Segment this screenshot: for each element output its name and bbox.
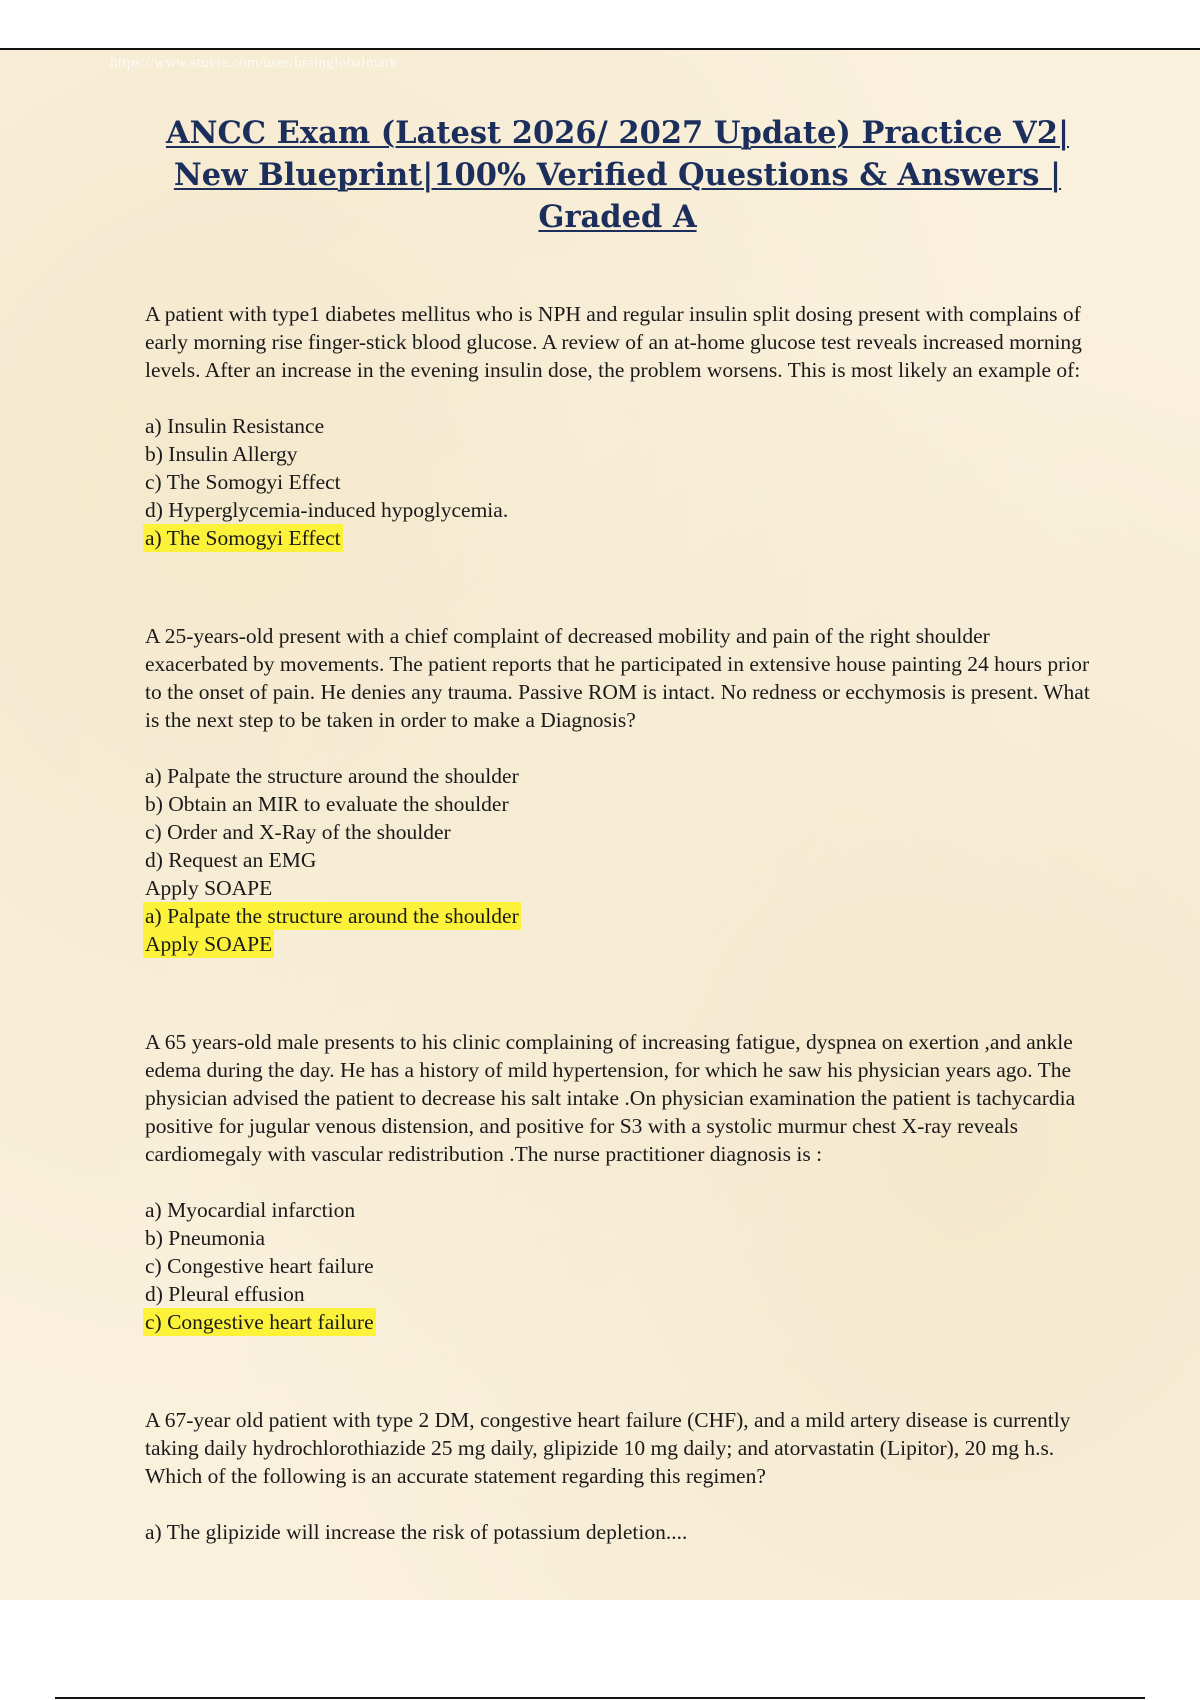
question-3-option-a: a) Myocardial infarction bbox=[145, 1198, 356, 1222]
question-3 bbox=[145, 1028, 1090, 1336]
document-title bbox=[150, 112, 1085, 238]
bottom-divider bbox=[55, 1697, 1145, 1699]
question-3-option-c: c) Congestive heart failure bbox=[145, 1254, 374, 1278]
question-1-answer: a) The Somogyi Effect bbox=[145, 526, 341, 550]
question-1-text: A patient with type1 diabetes mellitus who is NPH and regular insulin split dosing present with complains of early morning rise finger-stick blood glucose. A review of an at-home glucose test reveals increased morning levels. After an increase in the evening insulin dose, the problem worsens. This is most likely an example of: bbox=[145, 302, 1082, 382]
question-2-option-b: b) Obtain an MIR to evaluate the shoulder bbox=[145, 792, 509, 816]
question-3-option-d: d) Pleural effusion bbox=[145, 1282, 305, 1306]
question-1-option-c: c) The Somogyi Effect bbox=[145, 470, 341, 494]
question-2-option-a: a) Palpate the structure around the shoulder bbox=[145, 764, 519, 788]
question-list bbox=[145, 300, 1090, 1546]
question-2-option-c: c) Order and X-Ray of the shoulder bbox=[145, 820, 451, 844]
question-2-answer-note: Apply SOAPE bbox=[145, 932, 273, 956]
question-2-note: Apply SOAPE bbox=[145, 876, 273, 900]
question-4 bbox=[145, 1406, 1090, 1546]
question-3-answer: c) Congestive heart failure bbox=[145, 1310, 374, 1334]
question-4-option-a: a) The glipizide will increase the risk of potassium depletion.... bbox=[145, 1520, 688, 1544]
title-line-3: Graded A bbox=[538, 199, 697, 235]
question-4-text: A 67-year old patient with type 2 DM, congestive heart failure (CHF), and a mild artery disease is currently taking daily hydrochlorothiazide 25 mg daily, glipizide 10 mg daily; and atorvastatin (Lipitor), 20 mg h.s. Which of the following is an accurate statement regarding this regimen? bbox=[145, 1408, 1071, 1488]
question-1-option-d: d) Hyperglycemia-induced hypoglycemia. bbox=[145, 498, 509, 522]
question-2-answer: a) Palpate the structure around the shoulder bbox=[145, 904, 519, 928]
question-3-text: A 65 years-old male presents to his clinic complaining of increasing fatigue, dyspnea on exertion ,and ankle edema during the day. He has a history of mild hypertension, for which he saw his physician years ago. The physician advised the patient to decrease his salt intake .On physician examination the patient is tachycardia positive for jugular venous distension, and positive for S3 with a systolic murmur chest X-ray reveals cardiomegaly with vascular redistribution .The nurse practitioner diagnosis is : bbox=[145, 1030, 1076, 1166]
question-2 bbox=[145, 622, 1090, 958]
question-2-option-d: d) Request an EMG bbox=[145, 848, 317, 872]
question-1-option-b: b) Insulin Allergy bbox=[145, 442, 298, 466]
title-line-2: New Blueprint|100% Verified Questions & Answers | bbox=[173, 157, 1062, 193]
question-1-option-a: a) Insulin Resistance bbox=[145, 414, 325, 438]
question-2-text: A 25-years-old present with a chief complaint of decreased mobility and pain of the right shoulder exacerbated by movements. The patient reports that he participated in extensive house painting 24 hours prior to the onset of pain. He denies any trauma. Passive ROM is intact. No redness or ecchymosis is present. What is the next step to be taken in order to make a Diagnosis? bbox=[145, 624, 1090, 732]
title-line-1: ANCC Exam (Latest 2026/ 2027 Update) Practice V2| bbox=[165, 115, 1070, 151]
watermark-url: https://www.stuvia.com/user/brainglobalmark bbox=[110, 55, 398, 71]
question-1 bbox=[145, 300, 1090, 552]
question-3-option-b: b) Pneumonia bbox=[145, 1226, 266, 1250]
